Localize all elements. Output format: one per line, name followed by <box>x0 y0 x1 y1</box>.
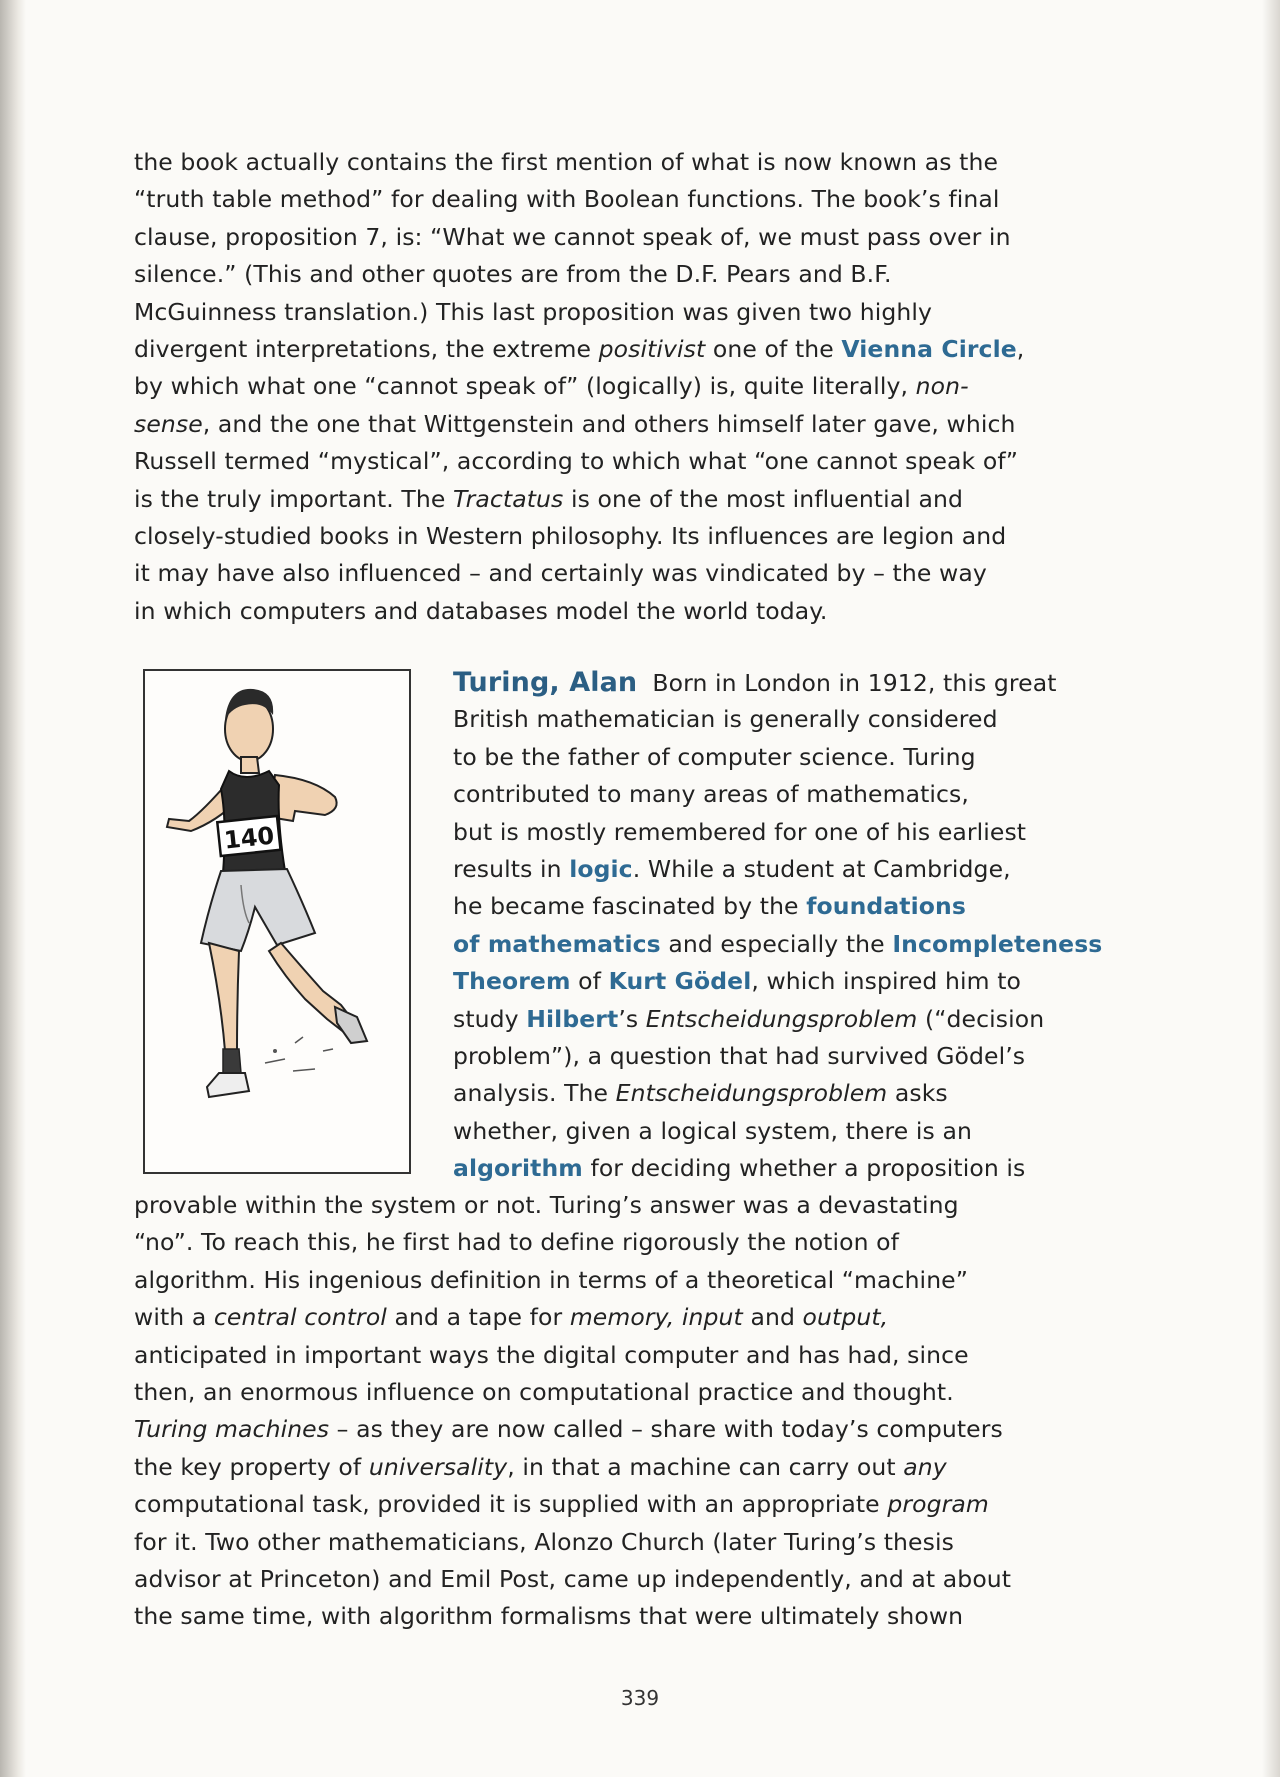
text-line: computational task, provided it is supplied with an appropriate program <box>134 1490 989 1519</box>
text-line: British mathematician is generally considered <box>453 705 998 734</box>
text-line: but is mostly remembered for one of his earliest <box>453 817 1027 846</box>
top-paragraph <box>134 144 1134 630</box>
entry-title: Turing, Alan <box>453 667 638 698</box>
text-line: the same time, with algorithm formalisms that were ultimately shown <box>134 1602 964 1631</box>
text-line: Turing, Alan Born in London in 1912, this great <box>453 667 1057 698</box>
text-line: silence.” (This and other quotes are from the D.F. Pears and B.F. <box>134 260 892 289</box>
turing-entry-continued <box>134 1187 1134 1636</box>
text-line: then, an enormous influence on computational practice and thought. <box>134 1377 954 1406</box>
page-edge <box>1262 0 1280 1777</box>
text-line: to be the father of computer science. Turing <box>453 742 976 771</box>
text-line: for it. Two other mathematicians, Alonzo Church (later Turing’s thesis <box>134 1527 954 1556</box>
text-line: is the truly important. The Tractatus is one of the most influential and <box>134 484 963 513</box>
link-kurt-godel[interactable]: Kurt Gödel <box>608 967 752 996</box>
turing-entry-wrapped <box>453 664 1133 1187</box>
text-line: closely-studied books in Western philosophy. Its influences are legion and <box>134 521 1007 550</box>
runner-illustration <box>143 669 411 1174</box>
text-line: in which computers and databases model the world today. <box>134 596 828 625</box>
text-line: the key property of universality, in that a machine can carry out any <box>134 1452 947 1481</box>
text-line: the book actually contains the first mention of what is now known as the <box>134 148 999 176</box>
link-logic[interactable]: logic <box>569 854 633 883</box>
text-line: he became fascinated by the foundations <box>453 892 966 921</box>
text-line: “no”. To reach this, he first had to define rigorously the notion of <box>134 1228 900 1257</box>
text-line: problem”), a question that had survived Gödel’s <box>453 1041 1026 1070</box>
text-line: clause, proposition 7, is: “What we cannot speak of, we must pass over in <box>134 222 1011 251</box>
text-line: algorithm for deciding whether a proposition is <box>453 1154 1026 1183</box>
text-line: divergent interpretations, the extreme positivist one of the Vienna Circle, <box>134 334 1025 363</box>
page-binding-shadow <box>0 0 26 1777</box>
text-line: analysis. The Entscheidungsproblem asks <box>453 1079 948 1108</box>
text-line: Russell termed “mystical”, according to which what “one cannot speak of” <box>134 447 1018 476</box>
link-algorithm[interactable]: algorithm <box>453 1154 583 1183</box>
link-vienna-circle[interactable]: Vienna Circle <box>841 334 1017 363</box>
text-line: contributed to many areas of mathematics, <box>453 780 969 809</box>
text-line: whether, given a logical system, there is an <box>453 1116 972 1145</box>
link-foundations-of-mathematics[interactable]: of mathematics <box>453 929 661 958</box>
link-hilbert[interactable]: Hilbert <box>526 1004 619 1033</box>
text-line: provable within the system or not. Turing’s answer was a devastating <box>134 1191 959 1219</box>
text-line: sense, and the one that Wittgenstein and others himself later gave, which <box>134 409 1016 438</box>
text-line: by which what one “cannot speak of” (logically) is, quite literally, non- <box>134 372 969 401</box>
bib-number: 140 <box>222 821 276 855</box>
text-line: anticipated in important ways the digital computer and has had, since <box>134 1340 969 1369</box>
text-line: results in logic. While a student at Cambridge, <box>453 854 1011 883</box>
link-incompleteness-theorem[interactable]: Incompleteness <box>892 929 1103 958</box>
text-line: it may have also influenced – and certainly was vindicated by – the way <box>134 559 987 588</box>
text-line: Theorem of Kurt Gödel, which inspired him to <box>453 967 1021 996</box>
text-line: “truth table method” for dealing with Boolean functions. The book’s final <box>134 185 1000 214</box>
text-line: of mathematics and especially the Incompleteness <box>453 929 1103 958</box>
page-number: 339 <box>620 1686 660 1710</box>
text-line: study Hilbert’s Entscheidungsproblem (“decision <box>453 1004 1045 1033</box>
text-line: advisor at Princeton) and Emil Post, came up independently, and at about <box>134 1564 1012 1593</box>
text-line: algorithm. His ingenious definition in terms of a theoretical “machine” <box>134 1265 969 1294</box>
link-foundations-of-mathematics[interactable]: foundations <box>806 892 966 921</box>
text-line: McGuinness translation.) This last proposition was given two highly <box>134 297 932 326</box>
text-line: Turing machines – as they are now called – share with today’s computers <box>134 1415 1003 1444</box>
link-incompleteness-theorem[interactable]: Theorem <box>453 967 571 996</box>
text-line: with a central control and a tape for memory, input and output, <box>134 1303 889 1332</box>
turing-runner-drawing <box>145 671 409 1172</box>
